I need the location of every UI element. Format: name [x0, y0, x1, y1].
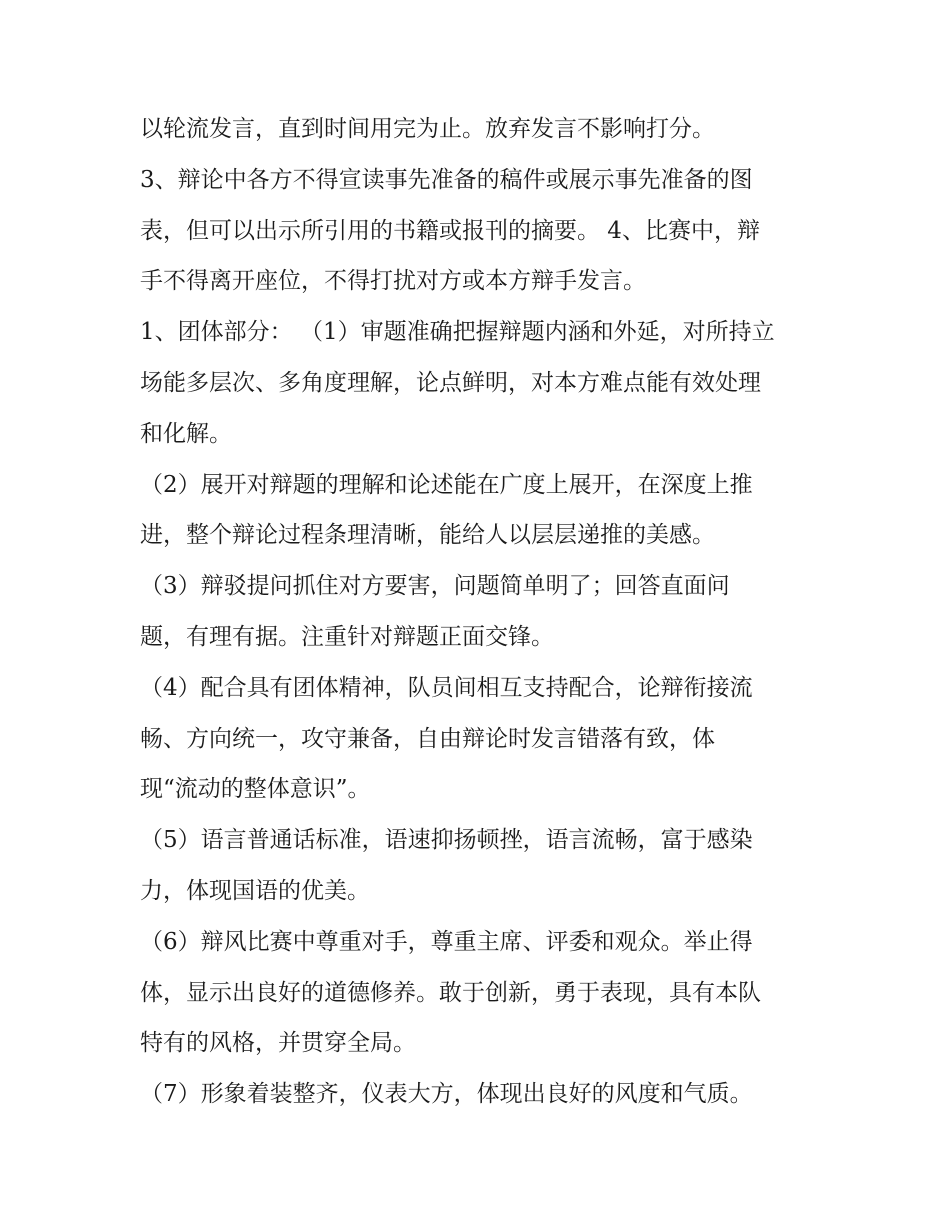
- document-body: [140, 104, 830, 1120]
- text-line: 和化解。: [140, 420, 232, 447]
- paragraph-criteria-2: [140, 460, 830, 562]
- text-line: 题，有理有据。注重针对辩题正面交锋。: [140, 623, 554, 650]
- text-line: 手不得离开座位，不得打扰对方或本方辩手发言。: [140, 268, 646, 295]
- text-line: （5）语言普通话标准，语速抑扬顿挫，语言流畅，富于感染: [140, 827, 753, 854]
- text-line: 以轮流发言，直到时间用完为止。放弃发言不影响打分。: [140, 116, 715, 142]
- paragraph-criteria-5: [140, 815, 830, 917]
- text-line: 现“流动的整体意识”。: [140, 776, 371, 803]
- text-line: 进，整个辩论过程条理清晰，能给人以层层递推的美感。: [140, 522, 715, 549]
- paragraph-rule-3: [140, 155, 830, 307]
- text-line: 力，体现国语的优美。: [140, 877, 370, 904]
- text-line: （3）辩驳提问抓住对方要害，问题简单明了；回答直面问: [140, 573, 730, 600]
- text-line: 体，显示出良好的道德修养。敢于创新，勇于表现，具有本队: [140, 979, 761, 1006]
- text-line: 表，但可以出示所引用的书籍或报刊的摘要。 4、比赛中，辩: [140, 217, 760, 244]
- text-line: （7）形象着装整齐，仪表大方，体现出良好的风度和气质。: [140, 1081, 753, 1108]
- text-line: 3、辩论中各方不得宣读事先准备的稿件或展示事先准备的图: [140, 166, 753, 193]
- text-line: （6）辩风比赛中尊重对手，尊重主席、评委和观众。举止得: [140, 928, 753, 955]
- paragraph-speaking-rules: [140, 104, 830, 155]
- text-line: （4）配合具有团体精神，队员间相互支持配合，论辩衔接流: [140, 674, 753, 701]
- paragraph-criteria-7: [140, 1069, 830, 1120]
- text-line: 场能多层次、多角度理解，论点鲜明，对本方难点能有效处理: [140, 369, 761, 396]
- paragraph-team-criteria-1: [140, 307, 830, 459]
- paragraph-criteria-4: [140, 663, 830, 815]
- text-line: 1、团体部分： （1）审题准确把握辩题内涵和外延，对所持立: [140, 319, 775, 346]
- paragraph-criteria-3: [140, 561, 830, 663]
- text-line: 特有的风格，并贯穿全局。: [140, 1030, 416, 1057]
- paragraph-criteria-6: [140, 917, 830, 1069]
- text-line: 畅、方向统一，攻守兼备，自由辩论时发言错落有致，体: [140, 725, 715, 752]
- text-line: （2）展开对辩题的理解和论述能在广度上展开，在深度上推: [140, 471, 753, 498]
